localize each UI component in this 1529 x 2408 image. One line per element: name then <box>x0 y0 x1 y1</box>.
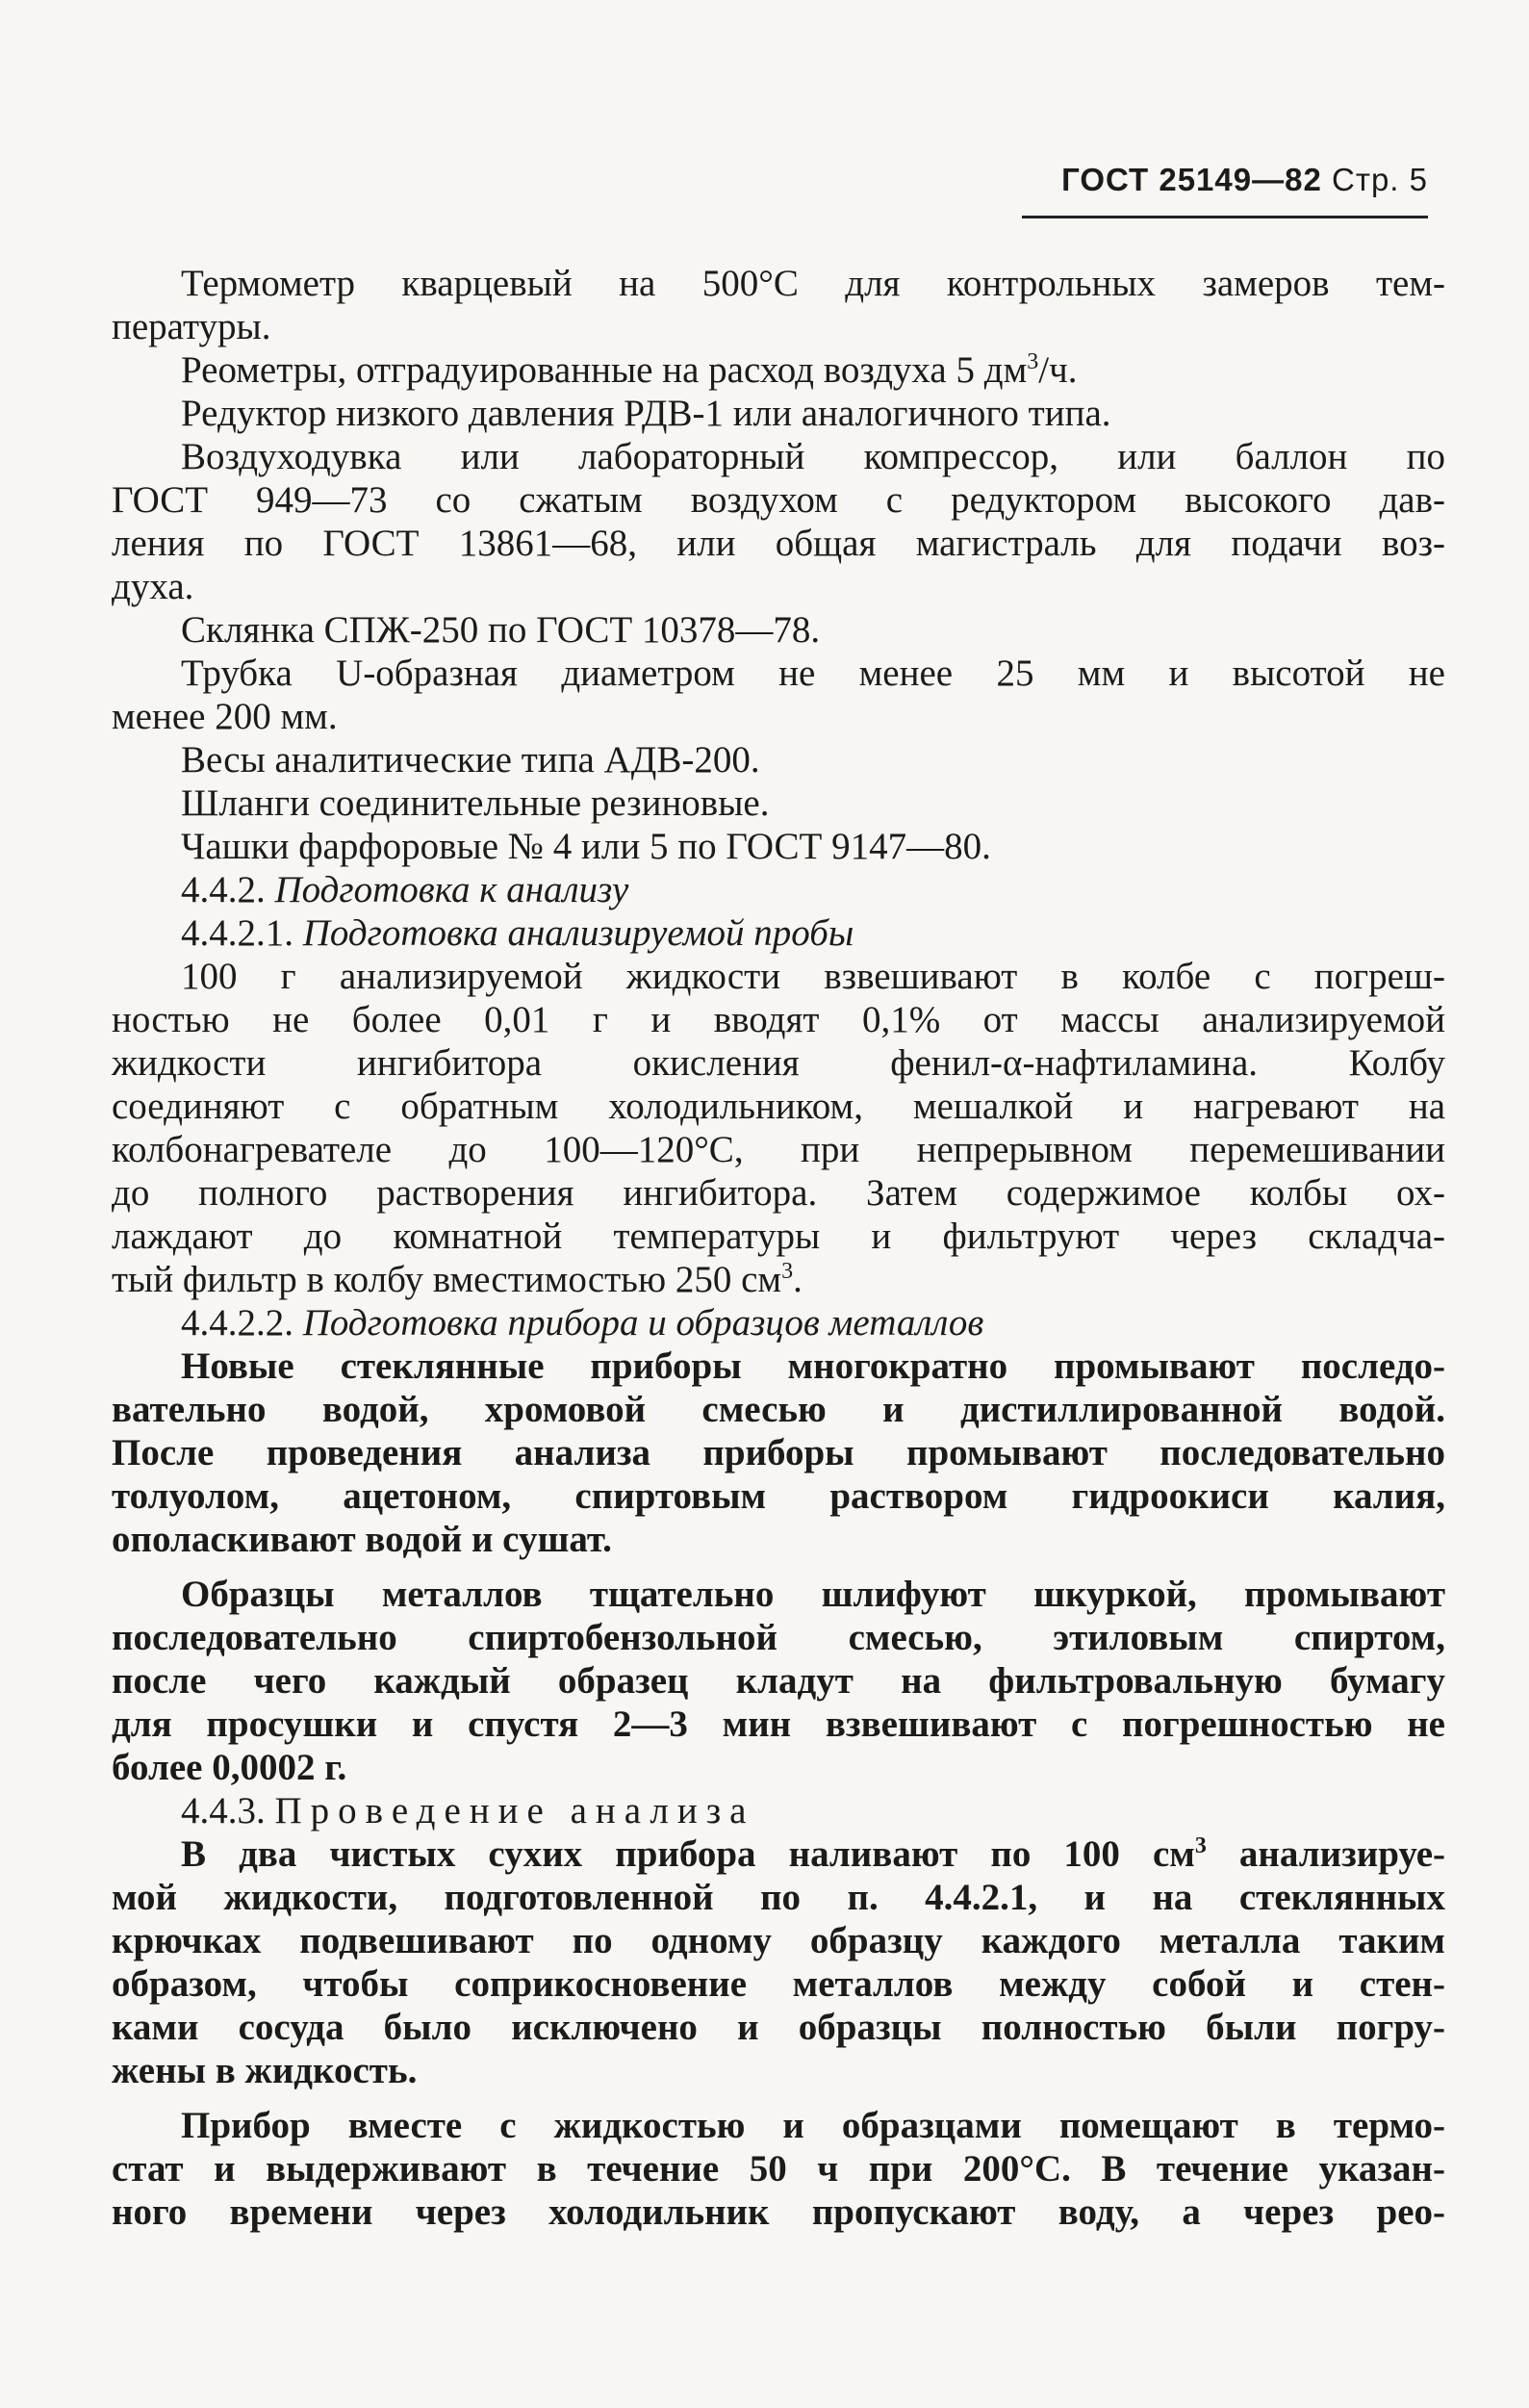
text-line: После проведения анализа приборы промывают последовательно <box>112 1432 1445 1473</box>
text-line: Трубка U-образная диаметром не менее 25 мм и высотой не <box>181 653 1445 694</box>
standard-code: ГОСТ 25149—82 <box>1061 162 1322 197</box>
text-line: последовательно спиртобензольной смесью, этиловым спиртом, <box>112 1617 1445 1658</box>
text-line: Редуктор низкого давления РДВ-1 или аналогичного типа. <box>181 393 1111 434</box>
text-line: Новые стеклянные приборы многократно промывают последо- <box>181 1345 1445 1387</box>
text-line: Шланги соединительные резиновые. <box>181 782 770 824</box>
superscript: 3 <box>1194 1833 1207 1858</box>
text-line: Термометр кварцевый на 500°С для контрольных замеров тем- <box>181 263 1445 304</box>
section-number: 4.4.2.2. <box>181 1302 293 1344</box>
text-line: после чего каждый образец кладут на фильтровальную бумагу <box>112 1660 1445 1702</box>
text-line: образом, чтобы соприкосновение металлов между собой и стен- <box>112 1963 1445 2005</box>
paragraph-gap <box>112 2092 1445 2104</box>
text-line: мой жидкости, подготовленной по п. 4.4.2.1, и на стеклянных <box>112 1877 1445 1918</box>
text-line: колбонагревателе до 100—120°С, при непрерывном перемешивании <box>112 1129 1445 1170</box>
section-title: Подготовка к анализу <box>274 869 629 910</box>
text-line: Образцы металлов тщательно шлифуют шкуркой, промывают <box>181 1574 1445 1615</box>
text-line: Склянка СПЖ-250 по ГОСТ 10378—78. <box>181 609 821 651</box>
text-line: Чашки фарфоровые № 4 или 5 по ГОСТ 9147—80. <box>181 826 991 867</box>
text-line: ления по ГОСТ 13861—68, или общая магистраль для подачи воз- <box>112 523 1445 564</box>
text-line: Весы аналитические типа АДВ-200. <box>181 739 760 781</box>
text-line: крючках подвешивают по одному образцу каждого металла таким <box>112 1920 1445 1961</box>
text-line: 100 г анализируемой жидкости взвешивают в колбе с погреш- <box>181 956 1445 997</box>
text-line: жены в жидкость. <box>112 2050 418 2091</box>
text-line: лаждают до комнатной температуры и фильтруют через складча- <box>112 1216 1445 1257</box>
text-line: Прибор вместе с жидкостью и образцами помещают в термо- <box>181 2105 1445 2146</box>
text-line: ГОСТ 949—73 со сжатым воздухом с редуктором высокого дав- <box>112 479 1445 521</box>
text-line: духа. <box>112 566 194 607</box>
page-number: Стр. 5 <box>1332 162 1428 197</box>
text-fragment: анализируе- <box>1206 1833 1445 1875</box>
page-header <box>1061 162 1428 198</box>
document-body <box>112 262 1445 2234</box>
text-line: Воздуходувка или лабораторный компрессор, или баллон по <box>181 436 1445 477</box>
text-line: ками сосуда было исключено и образцы полностью были погру- <box>112 2007 1445 2048</box>
text-line <box>112 348 1445 392</box>
section-number: 4.4.3. <box>181 1790 266 1832</box>
text-fragment: . <box>793 1259 803 1300</box>
text-fragment: тый фильтр в колбу вместимостью 250 см <box>112 1259 782 1300</box>
text-line: жидкости ингибитора окисления фенил-α-нафтиламина. Колбу <box>112 1042 1445 1084</box>
paragraph-gap <box>112 1561 1445 1573</box>
section-title: Проведение анализа <box>274 1790 755 1832</box>
text-line: ополаскивают водой и сушат. <box>112 1519 612 1560</box>
section-heading <box>112 911 1445 955</box>
text-line: ностью не более 0,01 г и вводят 0,1% от массы анализируемой <box>112 999 1445 1040</box>
text-line: для просушки и спустя 2—3 мин взвешивают с погрешностью не <box>112 1704 1445 1745</box>
header-rule <box>1022 216 1428 218</box>
superscript: 3 <box>1027 349 1039 374</box>
text-line: до полного растворения ингибитора. Затем содержимое колбы ох- <box>112 1172 1445 1214</box>
text-fragment: /ч. <box>1038 349 1078 391</box>
text-fragment: В два чистых сухих прибора наливают по 100 см <box>181 1833 1195 1875</box>
text-line: ного времени через холодильник пропускают воду, а через рео- <box>112 2191 1445 2233</box>
text-line: толуолом, ацетоном, спиртовым раствором гидроокиси калия, <box>112 1475 1445 1517</box>
text-line: менее 200 мм. <box>112 696 338 737</box>
text-line: пературы. <box>112 306 271 347</box>
section-number: 4.4.2.1. <box>181 912 293 954</box>
section-title: Подготовка прибора и образцов металлов <box>302 1302 984 1344</box>
text-fragment: Реометры, отградуированные на расход воздуха 5 дм <box>181 349 1028 391</box>
section-heading <box>112 868 1445 911</box>
section-number: 4.4.2. <box>181 869 266 910</box>
text-line: стат и выдерживают в течение 50 ч при 200°С. В течение указан- <box>112 2148 1445 2190</box>
section-heading <box>112 1301 1445 1345</box>
text-line: соединяют с обратным холодильником, мешалкой и нагревают на <box>112 1086 1445 1127</box>
section-heading <box>112 1789 1445 1832</box>
text-line: более 0,0002 г. <box>112 1747 347 1788</box>
text-line <box>112 1258 1445 1301</box>
superscript: 3 <box>781 1259 794 1284</box>
section-title: Подготовка анализируемой пробы <box>302 912 854 954</box>
text-line <box>112 1832 1445 1876</box>
text-line: вательно водой, хромовой смесью и дистиллированной водой. <box>112 1389 1445 1430</box>
